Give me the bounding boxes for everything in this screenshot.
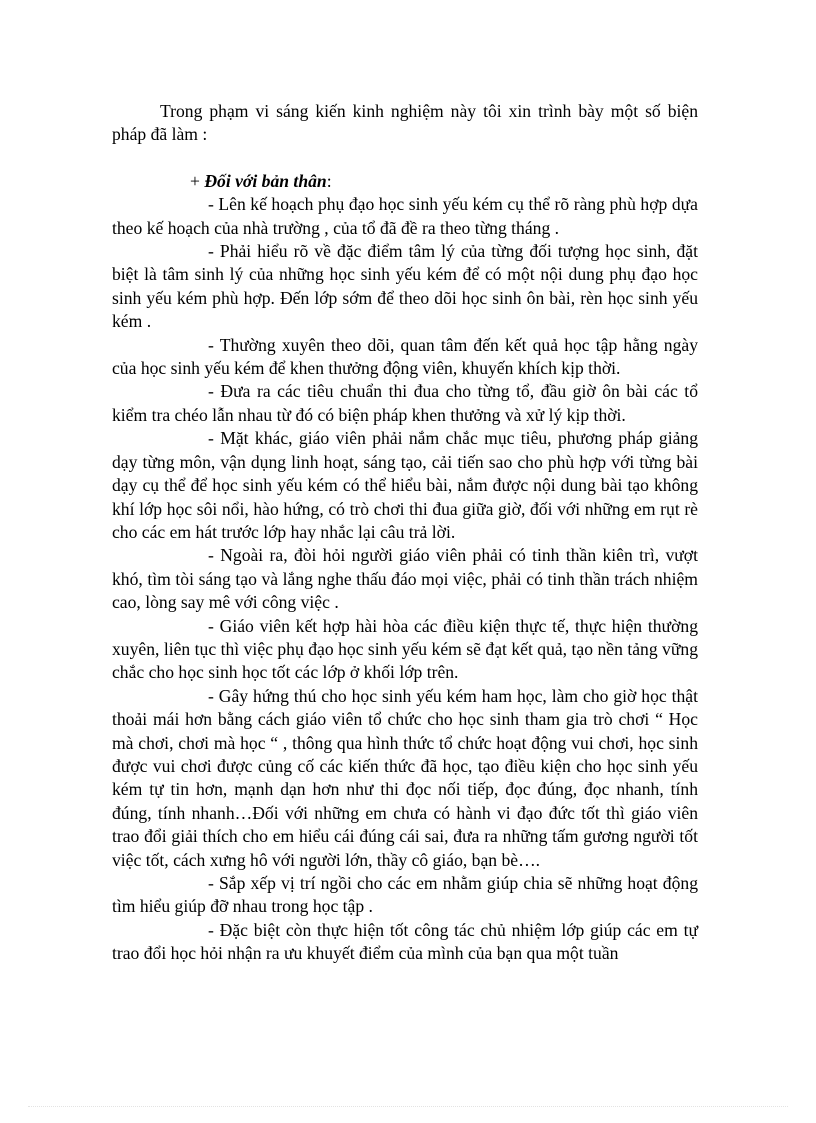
section-heading xyxy=(112,170,698,193)
list-item: - Ngoài ra, đòi hỏi người giáo viên phải có tinh thần kiên trì, vượt khó, tìm tòi sáng tạo và lắng nghe thấu đáo mọi việc, phải có tinh thần trách nhiệm cao, lòng say mê với công việc . xyxy=(112,545,698,613)
list-item: - Đưa ra các tiêu chuẩn thi đua cho từng tổ, đầu giờ ôn bài các tổ kiểm tra chéo lẫn nhau từ đó có biện pháp khen thưởng và xử lý kịp thời. xyxy=(112,381,698,425)
list-item: - Gây hứng thú cho học sinh yếu kém ham học, làm cho giờ học thật thoải mái hơn bằng cách giáo viên tổ chức cho học sinh tham gia trò chơi “ Học mà chơi, chơi mà học “ , thông qua hình thức tổ chức hoạt động vui chơi, học sinh được vui chơi được củng cố các kiến thức đã học, tạo điều kiện cho học sinh yếu kém tự tin hơn, mạnh dạn hơn như thi đọc nối tiếp, đọc đúng, đọc nhanh, tính đúng, tính nhanh…Đối với những em chưa có hành vi đạo đức tốt thì giáo viên trao đổi giải thích cho em hiểu cái đúng cái sai, đưa ra những tấm gương người tốt việc tốt, cách xưng hô với người lớn, thầy cô giáo, bạn bè…. xyxy=(112,685,698,870)
page-bottom-divider xyxy=(28,1106,788,1107)
section-heading-label: Đối với bản thân xyxy=(204,170,327,191)
list-item: - Lên kế hoạch phụ đạo học sinh yếu kém cụ thể rõ ràng phù hợp dựa theo kế hoạch của nhà trường , của tổ đã đề ra theo từng tháng . xyxy=(112,194,698,238)
list-item: - Đặc biệt còn thực hiện tốt công tác chủ nhiệm lớp giúp các em tự trao đổi học hỏi nhận ra ưu khuyết điểm của mình của bạn qua một tuần xyxy=(112,919,698,964)
document-body xyxy=(112,100,698,966)
list-item: - Thường xuyên theo dõi, quan tâm đến kết quả học tập hằng ngày của học sinh yếu kém để khen thưởng động viên, khuyến khích kịp thời. xyxy=(112,334,698,379)
section-heading-suffix: : xyxy=(326,170,332,191)
list-item: - Mặt khác, giáo viên phải nắm chắc mục tiêu, phương pháp giảng dạy từng môn, vận dụng linh hoạt, sáng tạo, cải tiến sao cho phù hợp với từng bài dạy cụ thể để học sinh yếu kém có thể hiểu bài, nắm được nội dung bài tạo không khí lớp học sôi nổi, hào hứng, có trò chơi thi đua giữa giờ, đối với những em rụt rè cho các em hát trước lớp hay nhắc lại câu trả lời. xyxy=(112,428,698,542)
list-item: - Giáo viên kết hợp hài hòa các điều kiện thực tế, thực hiện thường xuyên, liên tục thì việc phụ đạo học sinh yếu kém sẽ đạt kết quả, tạo nền tảng vững chắc cho học sinh học tốt các lớp ở khối lớp trên. xyxy=(112,615,698,683)
list-item: - Phải hiểu rõ về đặc điểm tâm lý của từng đối tượng học sinh, đặt biệt là tâm sinh lý của những học sinh yếu kém để có một nội dung phụ đạo học sinh yếu kém phù hợp. Đến lớp sớm để theo dõi học sinh ôn bài, rèn học sinh yếu kém . xyxy=(112,241,698,332)
intro-paragraph: Trong phạm vi sáng kiến kinh nghiệm này tôi xin trình bày một số biện pháp đã làm : xyxy=(112,101,698,145)
section-heading-prefix: + xyxy=(190,170,205,191)
list-item: - Sắp xếp vị trí ngồi cho các em nhằm giúp chia sẽ những hoạt động tìm hiểu giúp đỡ nhau trong học tập . xyxy=(112,873,698,917)
